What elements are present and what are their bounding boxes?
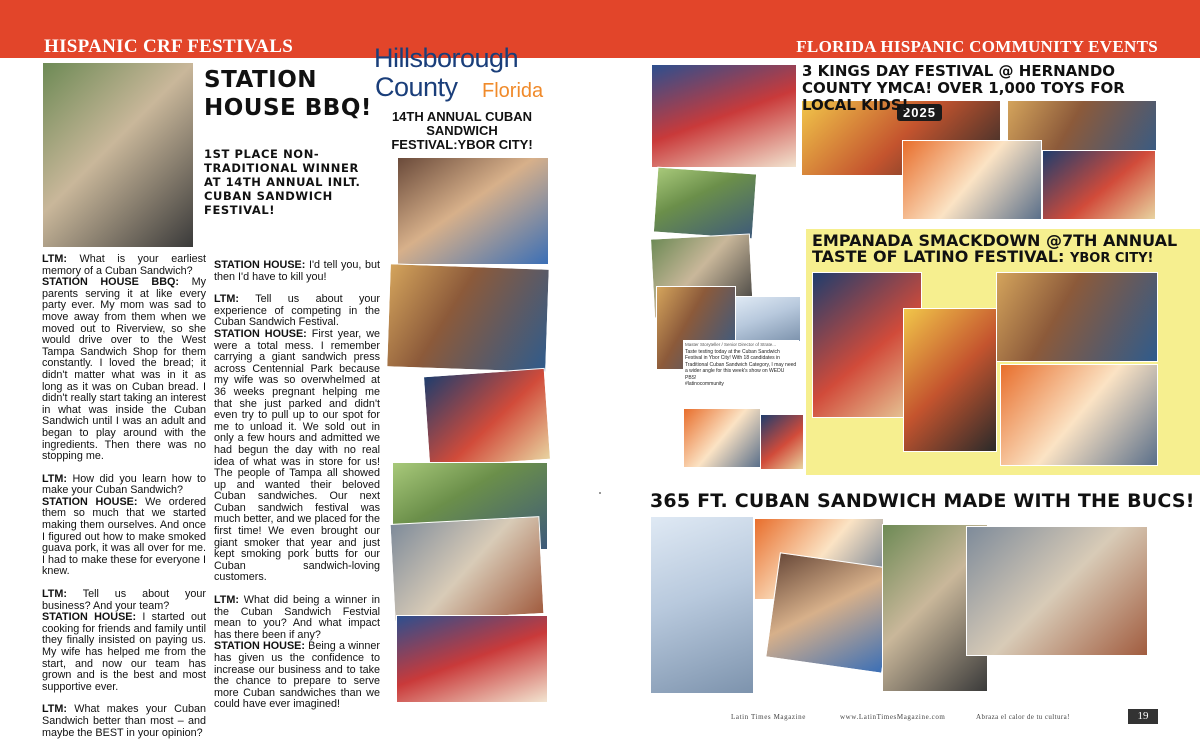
kings-day-headline: 3 KINGS DAY FESTIVAL @ HERNANDO COUNTY YMCA! OVER 1,000 TOYS FOR LOCAL KIDS! <box>802 62 1125 114</box>
county-logo-line3: Florida <box>482 80 544 102</box>
festival-crowd-photo-1 <box>653 167 757 240</box>
section-title-right: FLORIDA HISPANIC COMMUNITY EVENTS <box>796 37 1158 56</box>
qa-block: LTM: Tell us about your business? And your team? STATION HOUSE: I started out cooking for friends and family until they finally insisted on paying us. My wife has helped me from the start, and now our team has grown and is the best and most supportive ever. <box>42 588 206 693</box>
article-title: STATION HOUSE BBQ! <box>204 67 372 121</box>
gutter-mark <box>599 492 601 494</box>
social-post-caption <box>683 340 799 408</box>
social-post-credit: Master Storyteller / Senior Director of Strate... <box>685 342 777 347</box>
cuban-flag-photo <box>651 64 797 168</box>
crowd-photo-5 <box>396 615 548 703</box>
crowd-photo-4 <box>390 516 545 622</box>
empanada-headline-text: EMPANADA SMACKDOWN @7TH ANNUAL TASTE OF LATINO FESTIVAL: <box>812 231 1178 266</box>
article-column-2 <box>214 260 380 722</box>
footer-website: www.LatinTimesMagazine.com <box>840 713 946 721</box>
section-title-left: HISPANIC CRF FESTIVALS <box>44 36 294 57</box>
empanada-crowd-photo <box>996 272 1158 362</box>
article-column-1 <box>42 254 206 750</box>
qa-block: LTM: What makes your Cuban Sandwich better than most – and maybe the BEST in your opinion? <box>42 703 206 739</box>
ice-sculpture-photo <box>650 516 754 694</box>
page-number: 19 <box>1128 709 1158 724</box>
festival-flag-photo <box>760 414 804 470</box>
bucs-headline: 365 FT. CUBAN SANDWICH MADE WITH THE BUCS! <box>650 490 1195 512</box>
bucs-group-photo-2 <box>966 526 1148 656</box>
dog-sandwich-photo <box>397 157 549 265</box>
festival-portrait-photo <box>683 408 761 468</box>
social-post-image <box>735 296 801 342</box>
qa-block: LTM: How did you learn how to make your Cuban Sandwich? STATION HOUSE: We ordered them so much that we started making them ourselves. And once I figured out how to make smoked guava pork, it was all over for me. I had to make these for everyone I knew. <box>42 472 207 578</box>
crowd-photo-2 <box>423 368 551 468</box>
qa-block: LTM: What is your earliest memory of a Cuban Sandwich? STATION HOUSE BBQ: My parents serving it at like every party ever. My mom was sad to move away from them when we moved out to Riverview, so she would drive over to the West Tampa Sandwich Shop for them constantly. I loved the bread; it didn't matter what was in it as long as it was on Cuban bread. I didn't really start taking an interest in what was inside the Cuban Sandwich until I was an adult and began to play around with the ingredients. Then there was no stopping me. <box>42 253 207 463</box>
kings-day-toys-photo <box>1042 150 1156 220</box>
footer-magazine: Latin Times Magazine <box>731 713 806 721</box>
article-subtitle: 1ST PLACE NON-TRADITIONAL WINNER AT 14TH ANNUAL INLT. CUBAN SANDWICH FESTIVAL! <box>204 147 361 217</box>
empanada-location: YBOR CITY! <box>1069 251 1154 266</box>
winners-photo <box>42 62 194 248</box>
kings-day-kids-photo <box>902 140 1042 220</box>
social-post-text: Taste testing today at the Cuban Sandwich Festival in Ybor City! With 18 candidates in Traditional Cuban Sandwich Category, I may need a wider angle for this week's show on WEDU PBS! <box>685 348 797 381</box>
qa-block: LTM: What did being a winner in the Cuban Sandwich Festvial mean to you? And what impact has there been if any? STATION HOUSE: Being a winner has given us the confidence to increase our business and to take the chance to prepare to serve more Cuban sandwiches than we could have ever imagined! <box>214 594 380 711</box>
crowd-photo-1 <box>386 263 550 373</box>
trophy-photo <box>903 308 997 452</box>
festival-title: 14TH ANNUAL CUBAN SANDWICH FESTIVAL:YBOR CITY! <box>391 109 533 152</box>
qa-block: LTM: Tell us about your experience of competing in the Cuban Sandwich Festival. STATION HOUSE: First year, we were a total mess. I remember carrying a giant sandwich press across Centennial Park because my wife was so overwhelmed at 36 weeks pregnant helping me that she just parked and didn't even try to pull up to our spot for me to unload it. We sold out in only a few hours and admitted we had begun the day with no real idea of what was in store for us! The people of Tampa all showed up and wanted their beloved Cuban sandwiches. Our next Cuban sandwich festival was much better, and we placed for the first time! We even brought our giant smoker that year and just kept smoking pork butts for our Cuban sandwich-loving customers. <box>214 293 381 584</box>
qa-block: STATION HOUSE: I'd tell you, but then I'd have to kill you! <box>214 259 380 283</box>
social-post-hashtag: #latinocommunity <box>685 381 724 387</box>
empanada-headline <box>812 233 1192 267</box>
county-logo-line2: County <box>375 72 458 102</box>
scale-device-photo <box>765 552 897 673</box>
year-badge: 2025 <box>897 104 942 121</box>
county-logo-line1: Hillsborough <box>374 43 519 73</box>
footer-tagline: Abraza el calor de tu cultura! <box>976 713 1070 721</box>
empanada-winners-photo <box>1000 364 1158 466</box>
